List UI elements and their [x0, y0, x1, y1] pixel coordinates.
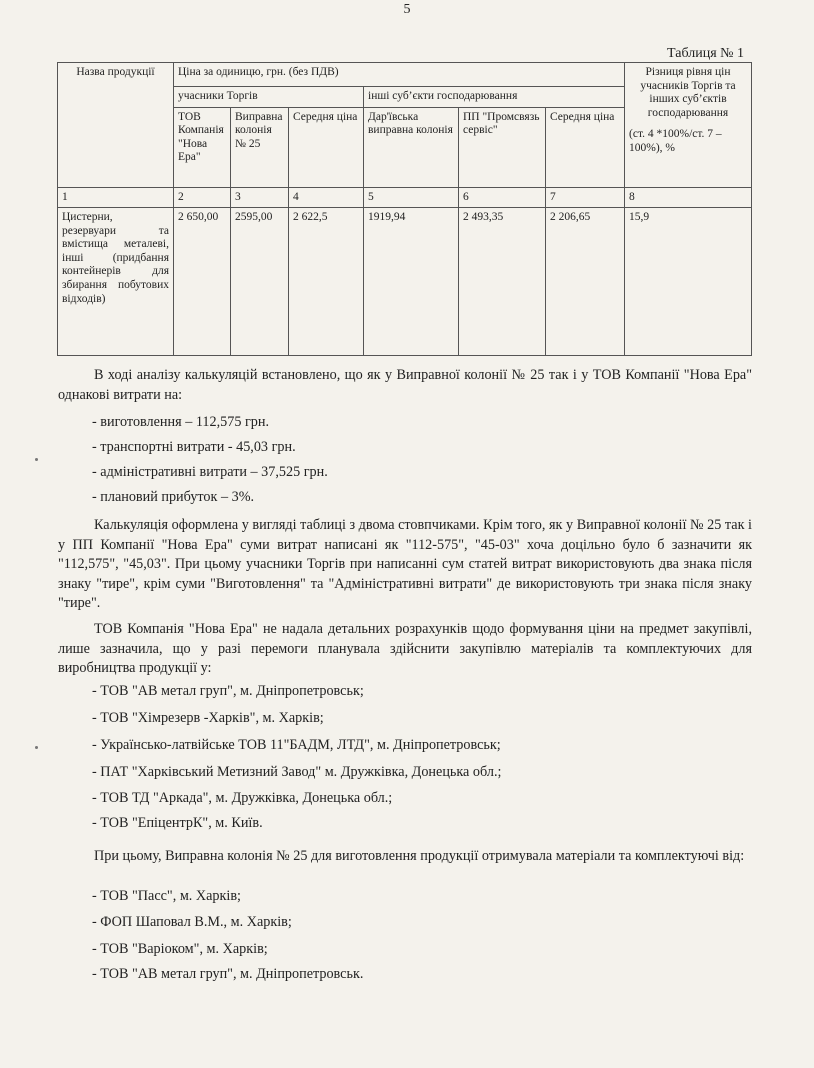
table-row — [58, 208, 752, 356]
cost-item: - адміністративні витрати – 37,525 грн. — [92, 464, 328, 480]
supplier-item: - ТОВ ТД "Аркада", м. Дружківка, Донецька обл.; — [92, 790, 393, 806]
column-number: 3 — [231, 187, 289, 208]
column-number: 1 — [58, 187, 174, 208]
price-cell: 2595,00 — [231, 208, 289, 356]
price-cell: 2 622,5 — [289, 208, 364, 356]
analysis-paragraph: В ході аналізу калькуляцій встановлено, що як у Виправної колонії № 25 так і у ТОВ Компанії "Нова Ера" однакові витрати на: — [58, 367, 752, 403]
cost-item: - плановий прибуток – 3%. — [92, 489, 255, 505]
header-diff-label: Різниця рівня цін учасників Торгів та інших суб’єктів господарювання — [640, 66, 736, 119]
price-cell: 2 206,65 — [546, 208, 625, 356]
header-average-others: Середня ціна — [546, 107, 625, 187]
price-cell: 2 650,00 — [174, 208, 231, 356]
supplier-item: - Українсько-латвійське ТОВ 11"БАДМ, ЛТД", м. Дніпропетровськ; — [92, 737, 501, 753]
calculation-paragraph: Калькуляція оформлена у вигляді таблиці з двома стовпчиками. Крім того, як у Виправної колонії № 25 так і у ПП Компанії "Нова Ера" суми витрат написані як "112-575", "45-03" хоча доцільно було б зазначити як "112,575", "45,03". При цьому учасники Торгів при написанні сум статей витрат використовують два знака після знаку "тире", крім суми "Виготовлення" та "Адміністративні витрати" де використовують три знака після знаку "тире". — [58, 517, 752, 611]
scan-speck — [35, 458, 38, 461]
price-comparison-table — [57, 62, 752, 356]
supplier-item: - ТОВ "Хімрезерв -Харків", м. Харків; — [92, 710, 324, 726]
suppliers-intro-paragraph: ТОВ Компанія "Нова Ера" не надала детальних розрахунків щодо формування ціни на предмет закупівлі, лише зазначила, що у разі перемоги планувала здійснити закупівлю матеріалів та комплектуючих для виробництва продукції у: — [58, 621, 752, 676]
scan-speck — [35, 746, 38, 749]
column-number: 5 — [364, 187, 459, 208]
supplier-item: - ТОВ "ЕпіцентрК", м. Київ. — [92, 815, 263, 831]
page-number: 5 — [403, 2, 411, 17]
table-caption: Таблиця № 1 — [667, 46, 744, 61]
cost-item: - транспортні витрати - 45,03 грн. — [92, 439, 296, 455]
price-cell: 1919,94 — [364, 208, 459, 356]
product-name-cell: Цистерни, резервуари та вмістища металеві, інші (придбання контейнерів для збирання побутових відходів) — [58, 208, 174, 356]
header-promsvyaz-servis: ПП "Промсвязь сервіс" — [459, 107, 546, 187]
header-unit-price: Ціна за одиницю, грн. (без ПДВ) — [174, 63, 625, 87]
column-number: 2 — [174, 187, 231, 208]
header-colony-25: Виправна колонія № 25 — [231, 107, 289, 187]
colony-suppliers-paragraph: При цьому, Виправна колонія № 25 для виготовлення продукції отримувала матеріали та комплектуючі від: — [94, 848, 745, 864]
column-number: 4 — [289, 187, 364, 208]
cost-item: - виготовлення – 112,575 грн. — [92, 414, 270, 430]
price-cell: 2 493,35 — [459, 208, 546, 356]
column-number-row — [58, 187, 752, 208]
supplier-item: - ПАТ "Харківський Метизний Завод" м. Дружківка, Донецька обл.; — [92, 764, 502, 780]
column-number: 7 — [546, 187, 625, 208]
header-nova-era: ТОВ Компанія "Нова Ера" — [174, 107, 231, 187]
supplier-item: - ФОП Шаповал В.М., м. Харків; — [92, 914, 292, 930]
header-group-participants: учасники Торгів — [174, 87, 364, 108]
header-price-difference — [625, 63, 752, 188]
column-number: 6 — [459, 187, 546, 208]
header-daryivska-colony: Дар'ївська виправна колонія — [364, 107, 459, 187]
supplier-item: - ТОВ "Пасс", м. Харків; — [92, 888, 242, 904]
column-number: 8 — [625, 187, 752, 208]
supplier-item: - ТОВ "АВ метал груп", м. Дніпропетровськ. — [92, 966, 364, 982]
supplier-item: - ТОВ "Варіоком", м. Харків; — [92, 941, 268, 957]
header-group-others: інші суб’єкти господарювання — [364, 87, 625, 108]
header-product-name: Назва продукції — [58, 63, 174, 188]
header-diff-formula: (ст. 4 *100%/ст. 7 – 100%), % — [629, 128, 722, 154]
difference-cell: 15,9 — [625, 208, 752, 356]
header-average-participants: Середня ціна — [289, 107, 364, 187]
supplier-item: - ТОВ "АВ метал груп", м. Дніпропетровськ; — [92, 683, 364, 699]
